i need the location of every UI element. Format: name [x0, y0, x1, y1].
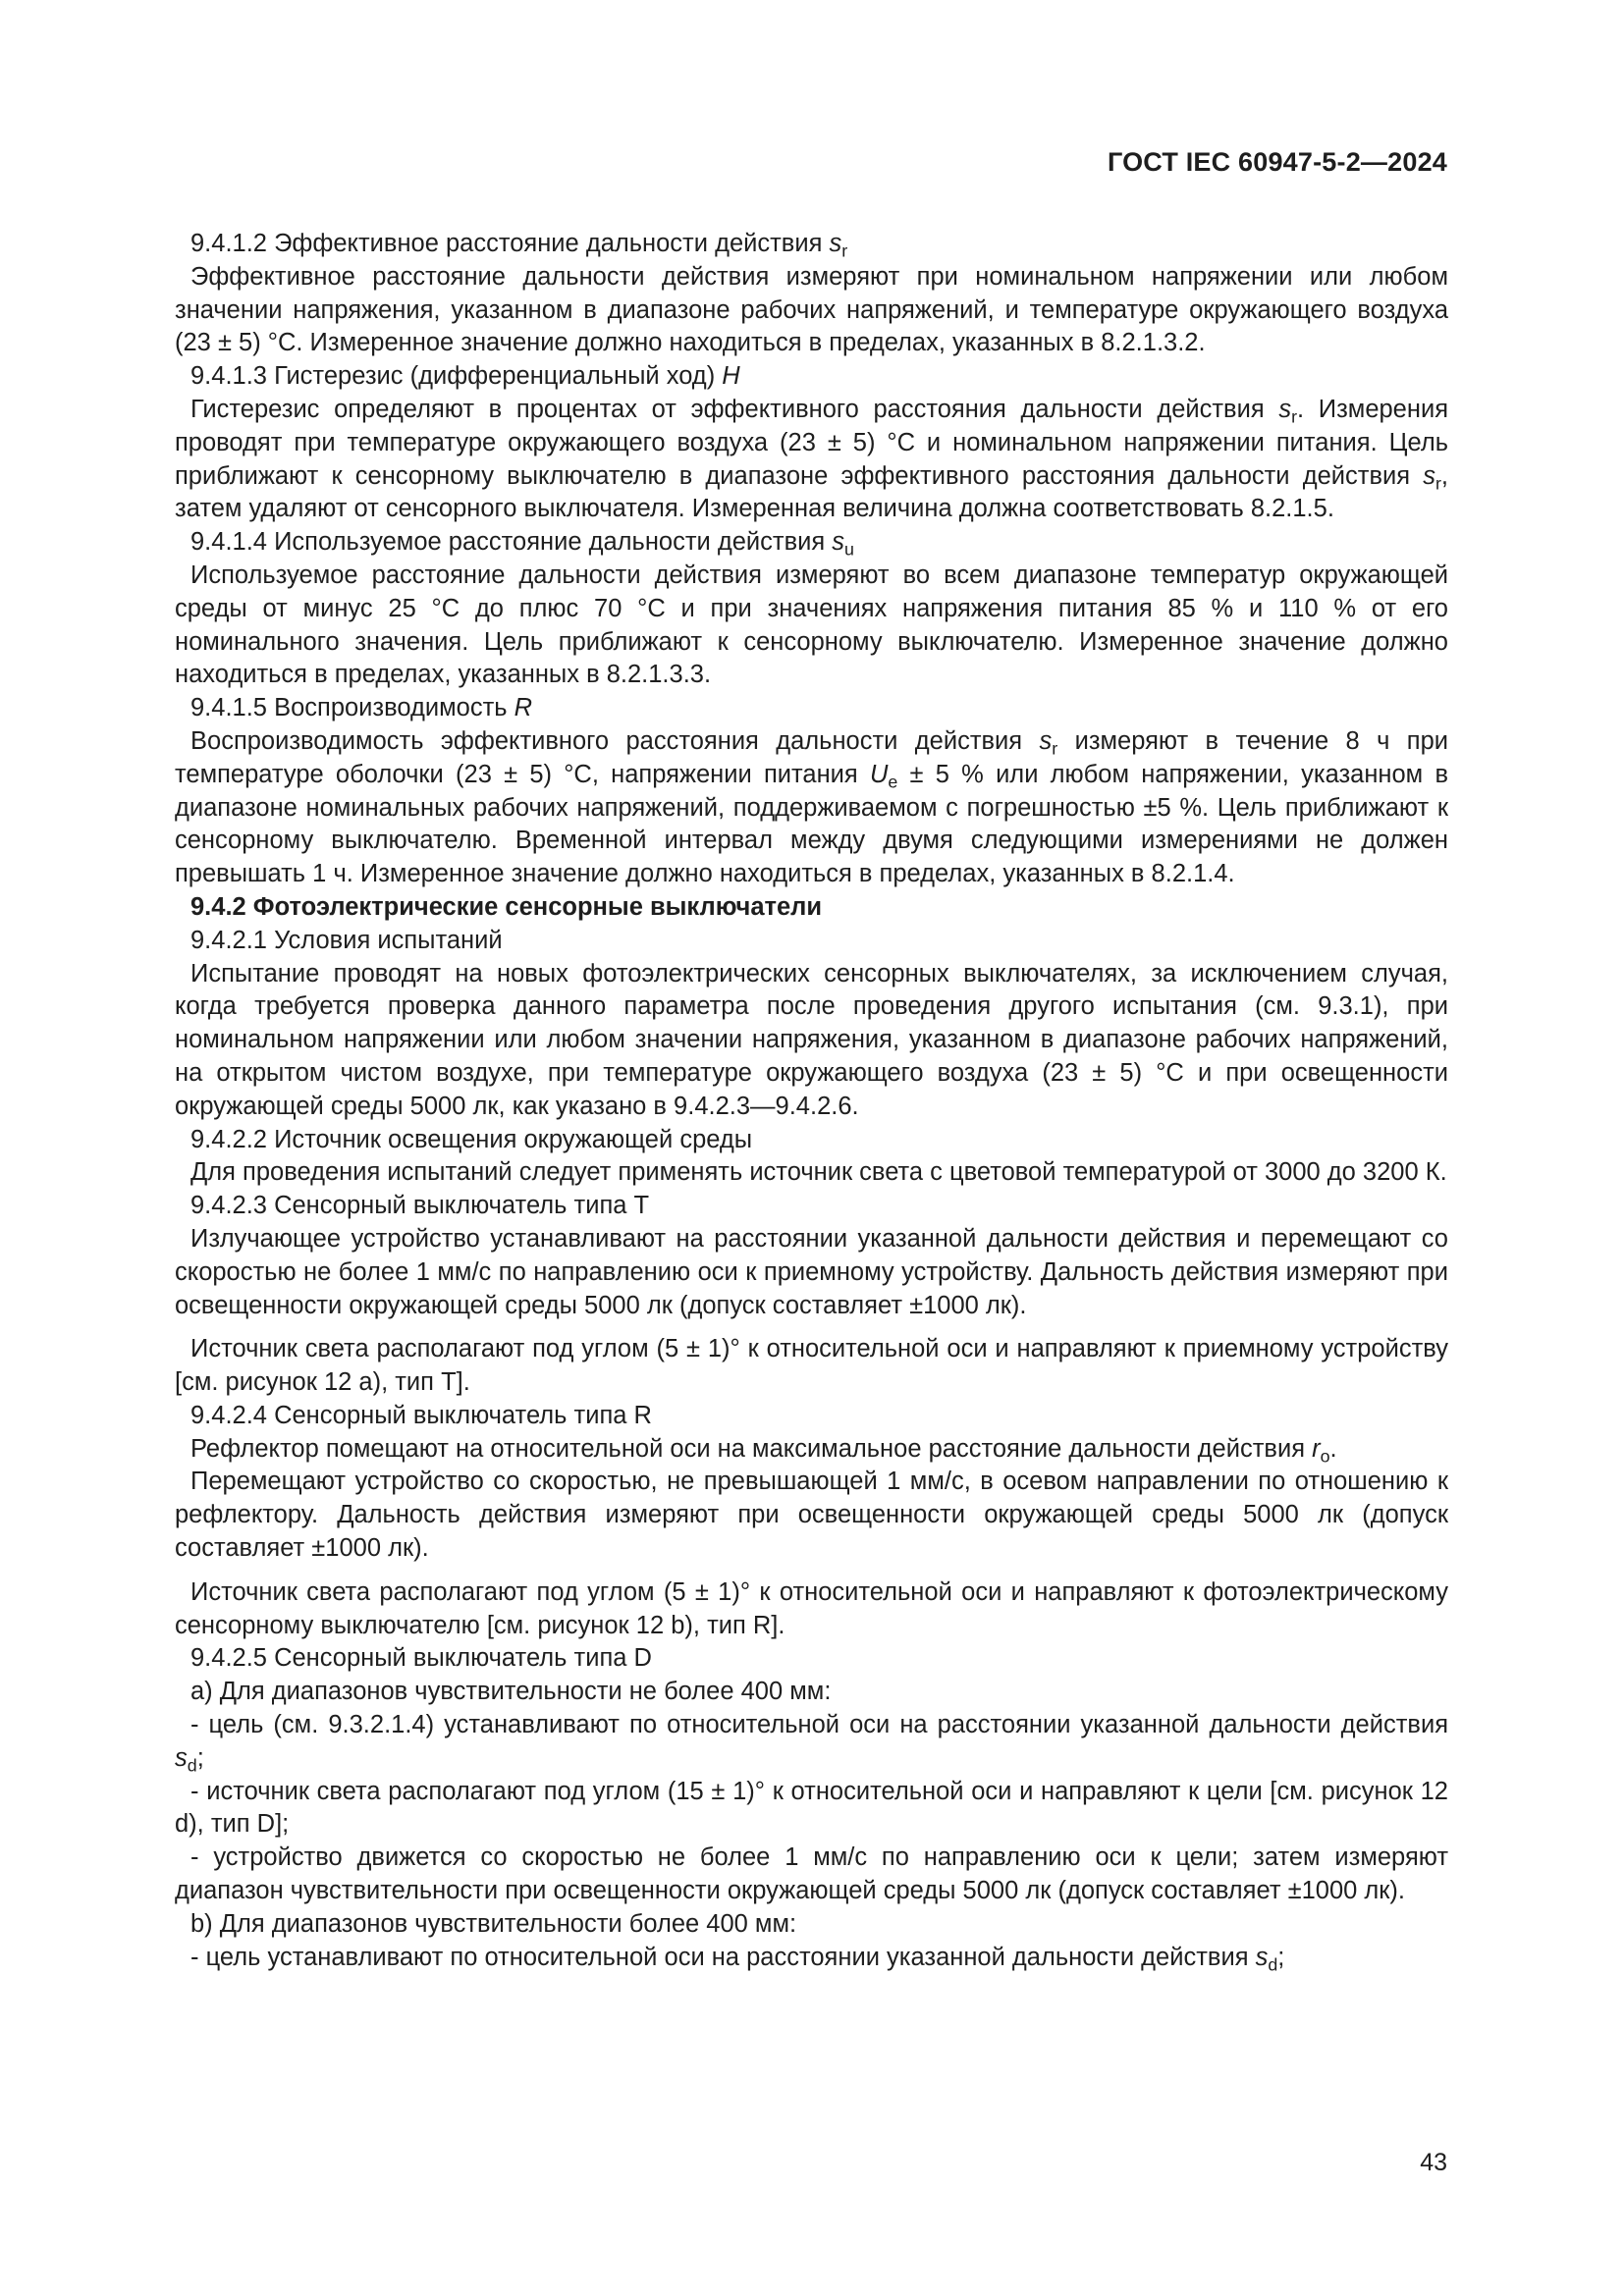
body-paragraph	[175, 958, 1448, 1124]
text-run: ± 5 % или любом напряжении, указанном в диапазоне номинальных рабочих напряжений, поддерживаемом с погрешностью ±5 %. Цель приближают к сенсорному выключателю. Временной интервал между двумя следующими измерениями не должен превышать 1 ч. Измеренное значение должно находиться в пределах, указанных в 8.2.1.4.	[175, 760, 1448, 888]
math-symbol: $s_r$	[1278, 395, 1298, 427]
body-paragraph	[175, 1333, 1448, 1400]
body-paragraph	[175, 1942, 1448, 1975]
body-paragraph	[175, 725, 1448, 891]
math-symbol: $s_r$	[829, 230, 848, 261]
body-paragraph	[175, 1576, 1448, 1643]
document-header: ГОСТ IEC 60947-5-2—2024	[1107, 147, 1447, 177]
text-run: Гистерезис определяют в процентах от эффективного расстояния дальности действия	[190, 395, 1279, 423]
text-run: измеряют в течение 8 ч при температуре оболочки (23 ± 5) °С, напряжении питания	[175, 726, 1448, 788]
symbol-subscript: d	[1268, 1953, 1278, 1974]
text-run: 9.4.2.2 Источник освещения окружающей среды	[190, 1125, 753, 1153]
math-symbol: $r_o$	[1312, 1434, 1330, 1467]
body-paragraph	[175, 1466, 1448, 1565]
math-symbol: $s_d$	[1255, 1943, 1278, 1974]
symbol-subscript: u	[844, 539, 854, 560]
text-run: 9.4.2.1 Условия испытаний	[190, 926, 503, 954]
text-run: Используемое расстояние дальности действия измеряют во всем диапазоне температур окружающей среды от минус 25 °С до плюс 70 °С и при значениях напряжения питания 85 % и 110 % от его номинального значения. Цель приближают к сенсорному выключателю. Измеренное значение должно находиться в пределах, указанных в 8.2.1.3.3.	[175, 561, 1448, 689]
body-paragraph	[175, 261, 1448, 360]
text-run: 9.4.2.4 Сенсорный выключатель типа R	[190, 1401, 652, 1429]
body-paragraph	[175, 1908, 1448, 1942]
text-run: Перемещают устройство со скоростью, не превышающей 1 мм/с, в осевом направлении по отношению к рефлектору. Дальность действия измеряют при освещенности окружающей среды 5000 лк (допуск составляет ±1000 лк).	[175, 1468, 1448, 1563]
text-run: - устройство движется со скоростью не более 1 мм/с по направлению оси к цели; затем измеряют диапазон чувствительности при освещенности окружающей среды 5000 лк (допуск составляет ±1000 лк).	[175, 1843, 1448, 1905]
section-heading	[175, 1400, 1448, 1433]
page-number: 43	[1420, 2149, 1447, 2176]
section-heading	[175, 228, 1448, 261]
text-run: - цель (см. 9.3.2.1.4) устанавливают по относительной оси на расстоянии указанной дальности действия	[190, 1711, 1448, 1739]
text-run: Эффективное расстояние дальности действия измеряют при номинальном напряжении или любом значении напряжения, указанном в диапазоне рабочих напряжений, и температуре окружающего воздуха (23 ± 5) °С. Измеренное значение должно находиться в пределах, указанных в 8.2.1.3.2.	[175, 262, 1448, 357]
document-body	[175, 228, 1448, 1974]
text-run: Воспроизводимость эффективного расстояния дальности действия	[190, 726, 1040, 755]
math-symbol: $s_r$	[1039, 726, 1058, 759]
section-heading	[175, 891, 1448, 925]
math-symbol: $U_e$	[869, 760, 898, 792]
symbol-subscript: r	[841, 240, 848, 261]
text-run: Источник света располагают под углом (5 ± 1)° к относительной оси и направляют к фотоэлектрическому сенсорному выключателю [см. рисунок 12 b), тип R].	[175, 1577, 1448, 1639]
text-run: 9.4.2 Фотоэлектрические сенсорные выключатели	[190, 892, 823, 921]
math-symbol: $s_d$	[175, 1743, 197, 1776]
body-paragraph	[175, 1156, 1448, 1190]
text-run: 9.4.1.4 Используемое расстояние дальности действия	[190, 528, 833, 557]
text-run: а) Для диапазонов чувствительности не более 400 мм:	[190, 1678, 832, 1706]
section-heading	[175, 1124, 1448, 1157]
text-run: 9.4.2.3 Сенсорный выключатель типа Т	[190, 1192, 650, 1220]
section-heading	[175, 1190, 1448, 1223]
text-run: ;	[196, 1743, 204, 1772]
symbol-subscript: r	[1435, 472, 1441, 493]
text-run: 9.4.1.2 Эффективное расстояние дальности действия	[190, 230, 830, 257]
text-run: , затем удаляют от сенсорного выключателя. Измеренная величина должна соответствовать 8.2.1.5.	[175, 461, 1448, 523]
text-run: Испытание проводят на новых фотоэлектрических сенсорных выключателях, за исключением случая, когда требуется проверка данного параметра после проведения другого испытания (см. 9.3.1), при номинальном напряжении или любом значении напряжения, указанном в диапазоне рабочих напряжений, на открытом чистом воздухе, при температуре окружающего воздуха (23 ± 5) °С и при освещенности окружающей среды 5000 лк, как указано в 9.4.2.3—9.4.2.6.	[175, 959, 1448, 1120]
math-symbol: R	[514, 694, 533, 722]
body-paragraph	[175, 1709, 1448, 1776]
section-heading	[175, 692, 1448, 725]
body-paragraph	[175, 394, 1448, 526]
text-run: . Измерения проводят при температуре окружающего воздуха (23 ± 5) °С и номинальном напряжении питания. Цель приближают к сенсорному выключателю в диапазоне эффективного расстояния дальности действия	[175, 395, 1449, 490]
body-paragraph	[175, 1842, 1448, 1908]
text-run: Рефлектор помещают на относительной оси на максимальное расстояние дальности действия	[190, 1434, 1313, 1463]
section-heading	[175, 526, 1448, 560]
body-paragraph	[175, 1776, 1448, 1842]
text-run: 9.4.1.3 Гистерезис (дифференциальный ход)	[190, 362, 723, 391]
symbol-subscript: r	[1052, 738, 1058, 759]
body-paragraph	[175, 1433, 1448, 1467]
section-heading	[175, 1642, 1448, 1676]
text-run: Источник света располагают под углом (5 ± 1)° к относительной оси и направляют к приемному устройству [см. рисунок 12 а), тип Т].	[175, 1335, 1448, 1397]
text-run: .	[1329, 1434, 1337, 1463]
symbol-subscript: o	[1320, 1446, 1330, 1467]
body-paragraph	[175, 1676, 1448, 1709]
text-run: Излучающее устройство устанавливают на расстоянии указанной дальности действия и перемещают со скоростью не более 1 мм/с по направлению оси к приемному устройству. Дальность действия измеряют при освещенности окружающей среды 5000 лк (допуск составляет ±1000 лк).	[175, 1224, 1448, 1319]
symbol-subscript: r	[1291, 406, 1298, 427]
text-run: b) Для диапазонов чувствительности более 400 мм:	[190, 1909, 797, 1938]
body-paragraph	[175, 560, 1448, 692]
body-paragraph	[175, 1223, 1448, 1322]
text-run: 9.4.2.5 Сенсорный выключатель типа D	[190, 1644, 652, 1673]
text-run: - источник света располагают под углом (15 ± 1)° к относительной оси и направляют к цели [см. рисунок 12 d), тип D];	[175, 1777, 1448, 1839]
section-heading	[175, 360, 1448, 394]
text-run: ;	[1277, 1943, 1285, 1971]
math-symbol: H	[722, 362, 740, 391]
section-heading	[175, 925, 1448, 958]
text-run: 9.4.1.5 Воспроизводимость	[190, 694, 514, 722]
text-run: Для проведения испытаний следует применять источник света с цветовой температурой от 3000 до 3200 К.	[190, 1158, 1447, 1187]
math-symbol: $s_u$	[832, 528, 854, 560]
text-run: - цель устанавливают по относительной оси на расстоянии указанной дальности действия	[190, 1943, 1256, 1971]
symbol-subscript: e	[888, 772, 898, 792]
math-symbol: $s_r$	[1423, 461, 1441, 493]
symbol-subscript: d	[187, 1755, 197, 1776]
